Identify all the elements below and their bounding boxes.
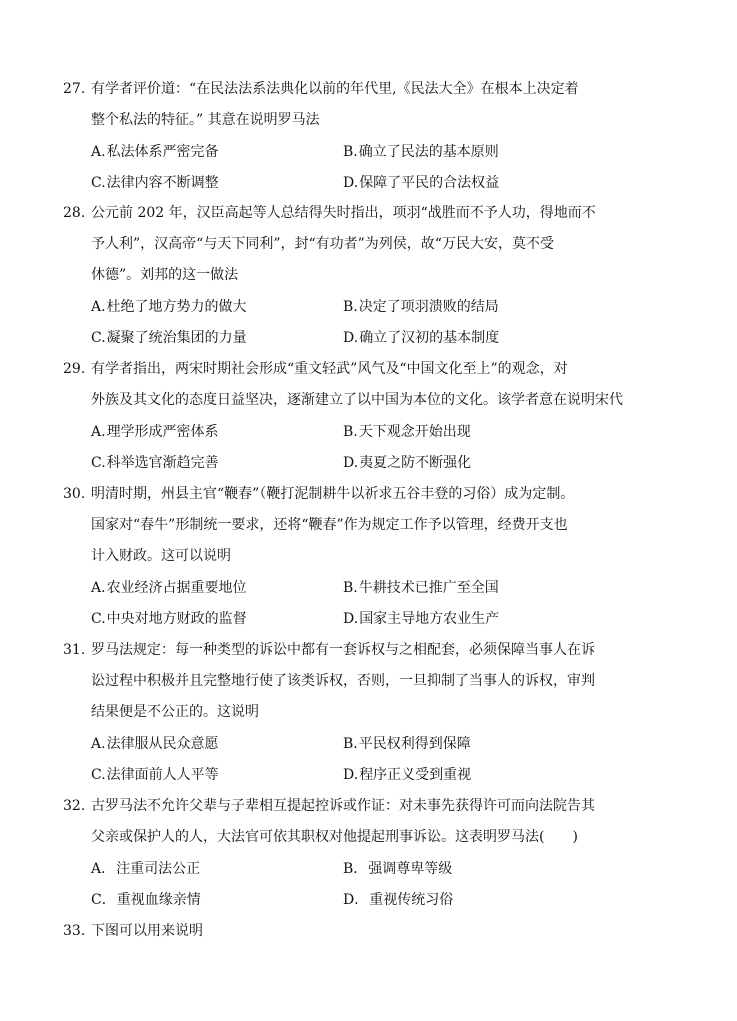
question-stem-line: 罗马法规定：每一种类型的诉讼中都有一套诉权与之相配套，必须保障当事人在诉 <box>91 642 595 658</box>
option-c[interactable] <box>91 765 219 785</box>
option-text: 天下观念开始出现 <box>358 424 471 440</box>
option-a[interactable] <box>91 734 219 754</box>
question-stem-line: 公元前 202 年，汉臣高起等人总结得失时指出，项羽“战胜而不予人功，得地而不 <box>91 205 596 221</box>
option-text: 私法体系严密完备 <box>106 144 219 160</box>
option-letter: B. <box>343 299 358 315</box>
question-stem-line: 有学者指出，两宋时期社会形成“重文轻武”风气及“中国文化至上”的观念，对 <box>91 361 568 377</box>
question-number: 31. <box>63 642 86 658</box>
question-stem-line: 整个私法的特征。” 其意在说明罗马法 <box>91 112 320 128</box>
question-stem-line: 外族及其文化的态度日益坚决，逐渐建立了以中国为本位的文化。该学者意在说明宋代 <box>91 392 623 408</box>
option-text: 确立了民法的基本原则 <box>358 144 499 160</box>
option-b[interactable] <box>343 422 471 442</box>
option-text: 农业经济占据重要地位 <box>106 580 247 596</box>
option-letter: B. <box>343 424 358 440</box>
option-letter: A. <box>91 424 106 440</box>
option-a[interactable] <box>91 297 247 317</box>
option-a[interactable] <box>91 142 219 162</box>
option-letter: B. <box>343 736 358 752</box>
option-letter: C. <box>91 767 106 783</box>
option-text: 牛耕技术已推广至全国 <box>358 580 499 596</box>
question-number: 30. <box>63 486 86 502</box>
option-d[interactable] <box>343 173 499 193</box>
question-stem-line: 结果便是不公正的。这说明 <box>91 704 259 720</box>
option-b[interactable] <box>343 578 499 598</box>
option-letter: B. <box>343 580 358 596</box>
question-stem-line: 讼过程中积极并且完整地行使了该类诉权，否则，一旦抑制了当事人的诉权，审判 <box>91 673 595 689</box>
option-text: 程序正义受到重视 <box>359 767 472 783</box>
option-text: 法律面前人人平等 <box>106 767 219 783</box>
option-letter: D. <box>343 767 359 783</box>
option-text: 重视血缘亲情 <box>116 892 201 908</box>
question-stem-line: 休德”。刘邦的这一做法 <box>91 267 239 283</box>
option-text: 中央对地方财政的监督 <box>106 611 247 627</box>
option-letter: A． <box>91 861 116 877</box>
option-d[interactable] <box>343 609 499 629</box>
option-letter: A. <box>91 580 106 596</box>
option-text: 重视传统习俗 <box>369 892 454 908</box>
option-c[interactable] <box>91 890 201 910</box>
option-d[interactable] <box>343 453 471 473</box>
option-text: 科举选官渐趋完善 <box>106 455 219 471</box>
option-d[interactable] <box>343 890 453 910</box>
question-number: 27. <box>63 81 86 97</box>
option-text: 决定了项羽溃败的结局 <box>358 299 499 315</box>
option-d[interactable] <box>343 328 499 348</box>
option-text: 注重司法公正 <box>116 861 201 877</box>
option-letter: A. <box>91 299 106 315</box>
question-stem-line: 父亲或保护人的人，大法官可依其职权对他提起刑事诉讼。这表明罗马法( ) <box>91 829 578 845</box>
option-letter: D. <box>343 330 359 346</box>
question-number: 28. <box>63 205 86 221</box>
question-stem-line: 明清时期，州县主官“鞭春”（鞭打泥制耕牛以祈求五谷丰登的习俗）成为定制。 <box>91 486 575 502</box>
option-letter: D. <box>343 611 359 627</box>
option-text: 保障了平民的合法权益 <box>359 175 500 191</box>
option-text: 强调尊卑等级 <box>368 861 453 877</box>
question-number: 32. <box>63 798 86 814</box>
option-text: 理学形成严密体系 <box>106 424 219 440</box>
option-letter: A. <box>91 144 106 160</box>
option-letter: A. <box>91 736 106 752</box>
question-stem-line: 古罗马法不允许父辈与子辈相互提起控诉或作证：对未事先获得许可而向法院告其 <box>91 798 595 814</box>
option-text: 夷夏之防不断强化 <box>359 455 472 471</box>
option-text: 确立了汉初的基本制度 <box>359 330 500 346</box>
option-a[interactable] <box>91 578 247 598</box>
option-b[interactable] <box>343 297 499 317</box>
option-d[interactable] <box>343 765 471 785</box>
question-stem-line: 下图可以用来说明 <box>91 923 203 939</box>
question-stem-line: 有学者评价道：“在民法法系法典化以前的年代里,《民法大全》在根本上决定着 <box>91 81 579 97</box>
option-text: 凝聚了统治集团的力量 <box>106 330 247 346</box>
option-b[interactable] <box>343 142 499 162</box>
option-text: 法律服从民众意愿 <box>106 736 219 752</box>
question-stem-line: 计入财政。这可以说明 <box>91 548 231 564</box>
option-text: 法律内容不断调整 <box>106 175 219 191</box>
option-text: 国家主导地方农业生产 <box>359 611 500 627</box>
option-letter: C. <box>91 611 106 627</box>
option-letter: D. <box>343 455 359 471</box>
option-letter: C． <box>91 892 116 908</box>
option-letter: D． <box>343 892 369 908</box>
option-b[interactable] <box>343 859 452 879</box>
option-c[interactable] <box>91 173 219 193</box>
option-c[interactable] <box>91 453 219 473</box>
option-b[interactable] <box>343 734 471 754</box>
option-letter: B． <box>343 861 368 877</box>
option-text: 平民权利得到保障 <box>358 736 471 752</box>
option-letter: B. <box>343 144 358 160</box>
question-stem-line: 予人利”，汉高帝“与天下同利”，封“有功者”为列侯，故“万民大安，莫不受 <box>91 236 554 252</box>
option-a[interactable] <box>91 859 200 879</box>
option-letter: D. <box>343 175 359 191</box>
option-letter: C. <box>91 175 106 191</box>
option-c[interactable] <box>91 328 247 348</box>
question-number: 29. <box>63 361 86 377</box>
question-number: 33. <box>63 923 86 939</box>
option-letter: C. <box>91 455 106 471</box>
option-text: 杜绝了地方势力的做大 <box>106 299 247 315</box>
question-stem-line: 国家对“春牛”形制统一要求，还将“鞭春”作为规定工作予以管理，经费开支也 <box>91 517 568 533</box>
option-a[interactable] <box>91 422 219 442</box>
option-letter: C. <box>91 330 106 346</box>
option-c[interactable] <box>91 609 247 629</box>
